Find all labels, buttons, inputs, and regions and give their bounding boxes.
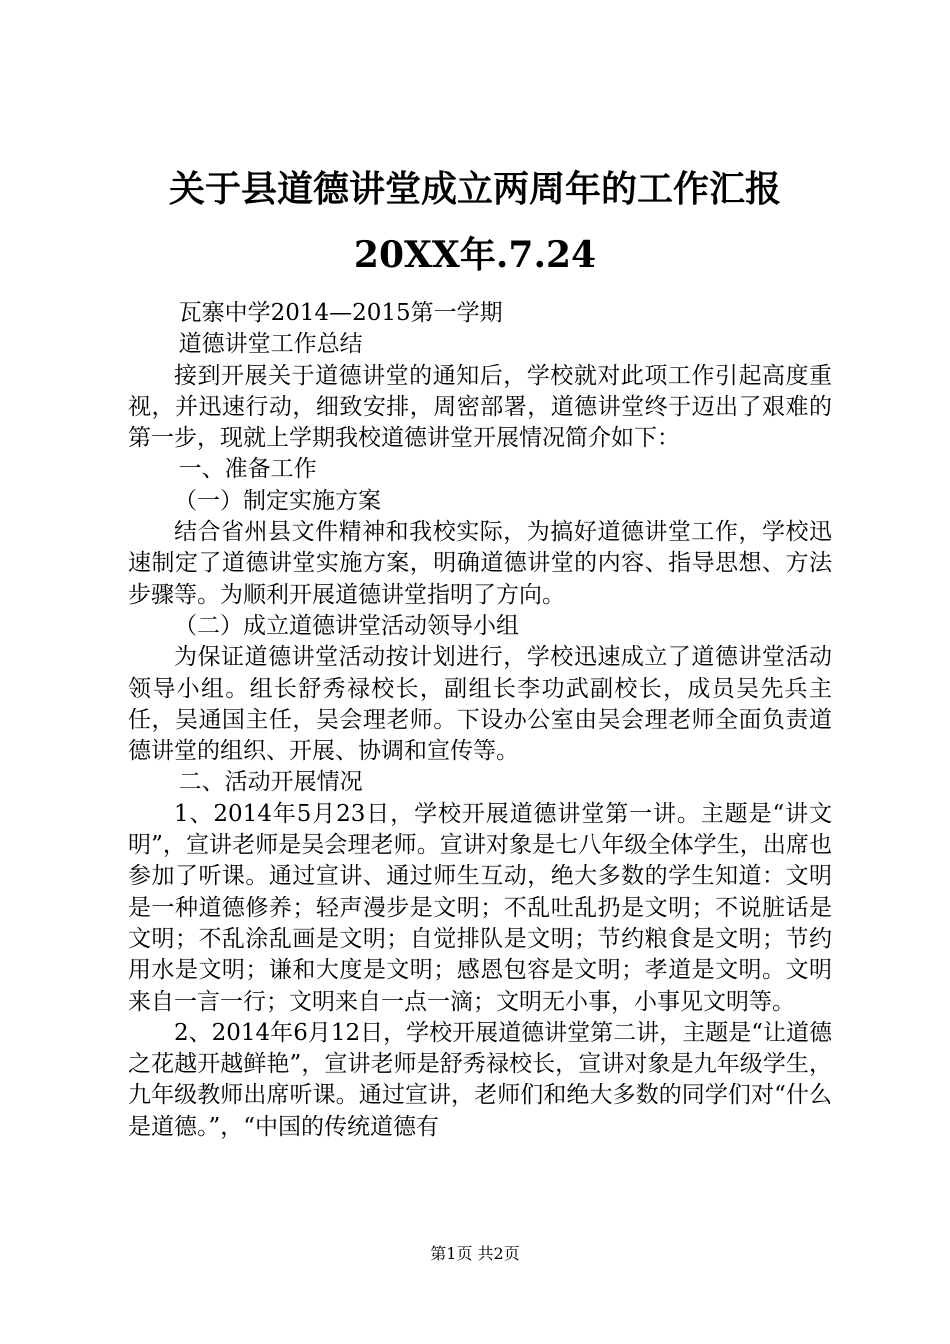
intro-paragraph: 接到开展关于道德讲堂的通知后，学校就对此项工作引起高度重视，并迅速行动，细致安排，周密部署，道德讲堂终于迈出了艰难的第一步，现就上学期我校道德讲堂开展情况简介如下： <box>128 362 832 452</box>
group-paragraph: 为保证道德讲堂活动按计划进行，学校迅速成立了道德讲堂活动领导小组。组长舒秀禄校长，副组长李功武副校长，成员吴先兵主任，吴通国主任，吴会理老师。下设办公室由吴会理老师全面负责道德讲堂的组织、开展、协调和宣传等。 <box>128 644 832 765</box>
section-heading-preparation: 一、准备工作 <box>178 456 317 483</box>
summary-heading: 道德讲堂工作总结 <box>178 331 363 358</box>
page-footer: 第1页 共2页 <box>430 1244 520 1263</box>
section-heading-activities: 二、活动开展情况 <box>178 769 363 796</box>
document-title: 关于县道德讲堂成立两周年的工作汇报20XX年.7.24 <box>168 168 781 276</box>
subsection-heading-group: （二）成立道德讲堂活动领导小组 <box>174 612 519 639</box>
activity-paragraph-2: 2、2014年6月12日，学校开展道德讲堂第二讲，主题是“让道德之花越开越鲜艳”，宣讲老师是舒秀禄校长，宣讲对象是九年级学生，九年级教师出席听课。通过宣讲，老师们和绝大多数的同学们对“什么是道德。”，“中国的传统道德有 <box>128 1019 832 1140</box>
activity-paragraph-1: 1、2014年5月23日，学校开展道德讲堂第一讲。主题是“讲文明”，宣讲老师是吴会理老师。宣讲对象是七八年级全体学生，出席也参加了听课。通过宣讲、通过师生互动，绝大多数的学生知道：文明是一种道德修养；轻声漫步是文明；不乱吐乱扔是文明；不说脏话是文明；不乱涂乱画是文明；自觉排队是文明；节约粮食是文明；节约用水是文明；谦和大度是文明；感恩包容是文明；孝道是文明。文明来自一言一行；文明来自一点一滴；文明无小事，小事见文明等。 <box>128 800 832 1015</box>
document-body <box>128 298 832 1143</box>
school-term-line: 瓦寨中学2014—2015第一学期 <box>178 300 503 326</box>
plan-paragraph: 结合省州县文件精神和我校实际，为搞好道德讲堂工作，学校迅速制定了道德讲堂实施方案，明确道德讲堂的内容、指导思想、方法步骤等。为顺利开展道德讲堂指明了方向。 <box>128 519 832 608</box>
subsection-heading-plan: （一）制定实施方案 <box>174 487 381 514</box>
